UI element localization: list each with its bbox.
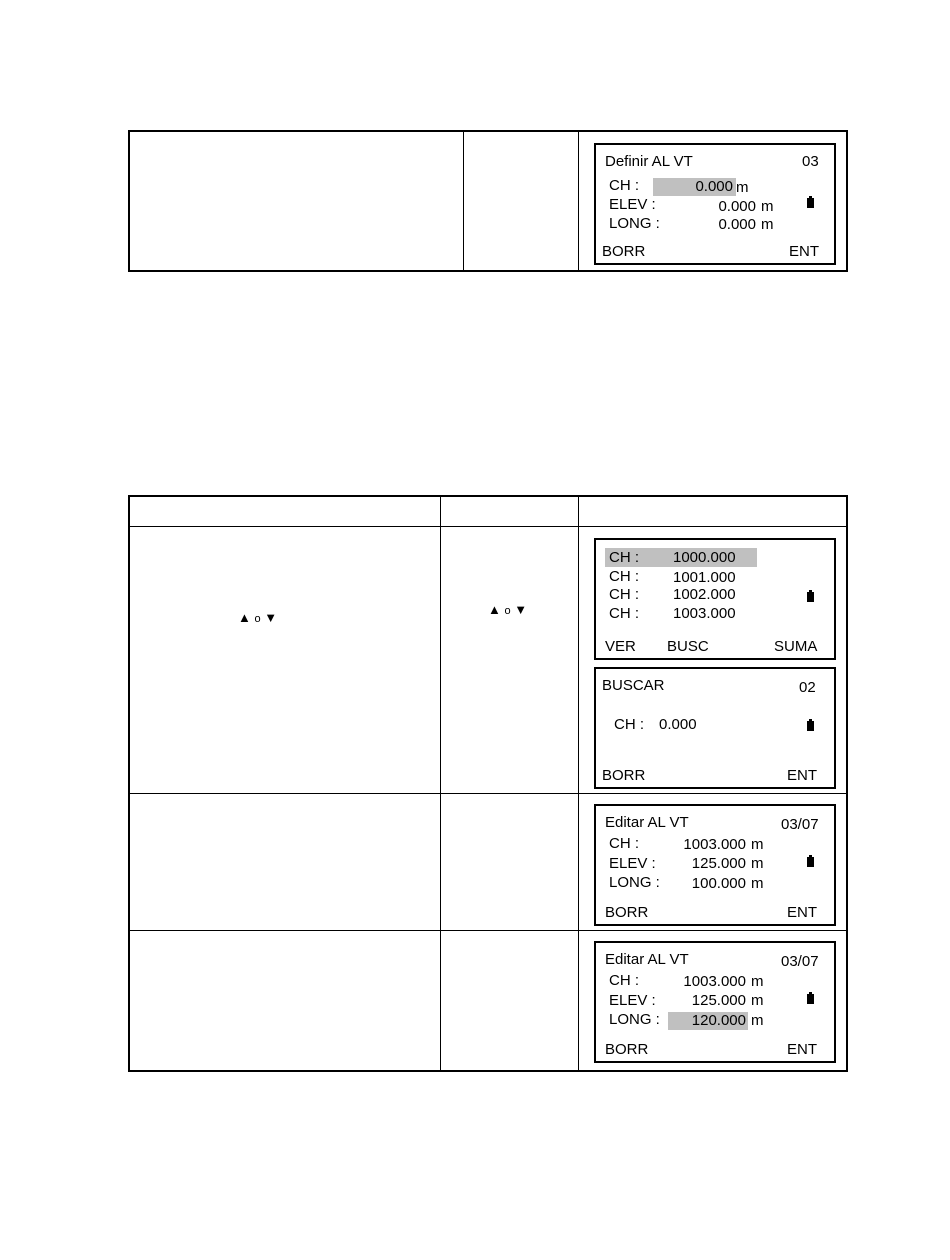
row-unit: m [761,198,774,215]
screen-page: 03/07 [781,953,819,970]
softkey-borr[interactable]: BORR [602,767,646,784]
lcd-screen-define [594,143,836,265]
softkey-suma[interactable]: SUMA [774,638,818,655]
row-label: LONG : [609,1011,660,1028]
long-input[interactable]: 120.000 [668,1012,748,1030]
table-define [128,130,848,272]
softkey-ent[interactable]: ENT [789,243,819,260]
down-arrow-icon: ▼ [264,610,278,625]
up-arrow-icon: ▲ [488,602,501,617]
row-label: CH : [614,716,644,733]
row-unit: m [751,992,764,1009]
battery-icon [807,198,814,208]
battery-icon [807,721,814,731]
screen-title: BUSCAR [602,677,665,694]
battery-icon [807,592,814,602]
row-unit: m [751,836,764,853]
down-arrow-icon: ▼ [514,602,528,617]
list-row-value[interactable]: 1003.000 [673,605,736,622]
list-row-value[interactable]: 1002.000 [673,586,736,603]
row-value: 1003.000 [683,973,746,990]
screen-title: Definir AL VT [605,153,693,170]
softkey-ent[interactable]: ENT [787,904,817,921]
softkey-ent[interactable]: ENT [787,1041,817,1058]
row-value: 0.000 [718,216,756,233]
row-unit: m [751,855,764,872]
row-value: 125.000 [691,992,746,1009]
softkey-ver[interactable]: VER [605,638,636,655]
lcd-screen-edit-1 [594,804,836,926]
battery-icon [807,994,814,1004]
list-row-value[interactable]: 1001.000 [673,569,736,586]
row-label: ELEV : [609,196,656,213]
battery-icon [807,857,814,867]
lcd-screen-search [594,667,836,789]
key-hint-or: o [504,605,511,617]
softkey-borr[interactable]: BORR [605,904,649,921]
list-row-label: CH : [609,568,639,585]
ch-input[interactable]: 0.000 [653,178,736,196]
screen-title: Editar AL VT [605,951,689,968]
screen-page: 03 [802,153,819,170]
softkey-busc[interactable]: BUSC [667,638,709,655]
table-edit [128,495,848,1072]
row-unit: m [736,179,749,196]
softkey-ent[interactable]: ENT [787,767,817,784]
row-label: CH : [609,177,639,194]
softkey-borr[interactable]: BORR [605,1041,649,1058]
row-value: 1003.000 [683,836,746,853]
search-ch-input[interactable]: 0.000 [659,716,697,733]
row-value: 0.000 [718,198,756,215]
row-value: 125.000 [691,855,746,872]
row-unit: m [751,875,764,892]
row-label: ELEV : [609,992,656,1009]
list-row-value[interactable]: 1000.000 [673,549,736,566]
screen-page: 02 [799,679,816,696]
row-label: LONG : [609,215,660,232]
lcd-screen-edit-2 [594,941,836,1063]
row-unit: m [751,973,764,990]
screen-title: Editar AL VT [605,814,689,831]
row-unit: m [761,216,774,233]
key-hint-col1 [238,610,277,627]
key-hint-col2 [488,602,527,619]
softkey-borr[interactable]: BORR [602,243,646,260]
up-arrow-icon: ▲ [238,610,251,625]
row-label: CH : [609,972,639,989]
screen-page: 03/07 [781,816,819,833]
lcd-screen-list [594,538,836,660]
key-hint-or: o [254,613,261,625]
list-row-label: CH : [609,549,639,566]
row-label: CH : [609,835,639,852]
row-value: 100.000 [691,875,746,892]
row-unit: m [751,1012,764,1029]
list-row-label: CH : [609,586,639,603]
row-label: LONG : [609,874,660,891]
list-row-label: CH : [609,605,639,622]
row-label: ELEV : [609,855,656,872]
